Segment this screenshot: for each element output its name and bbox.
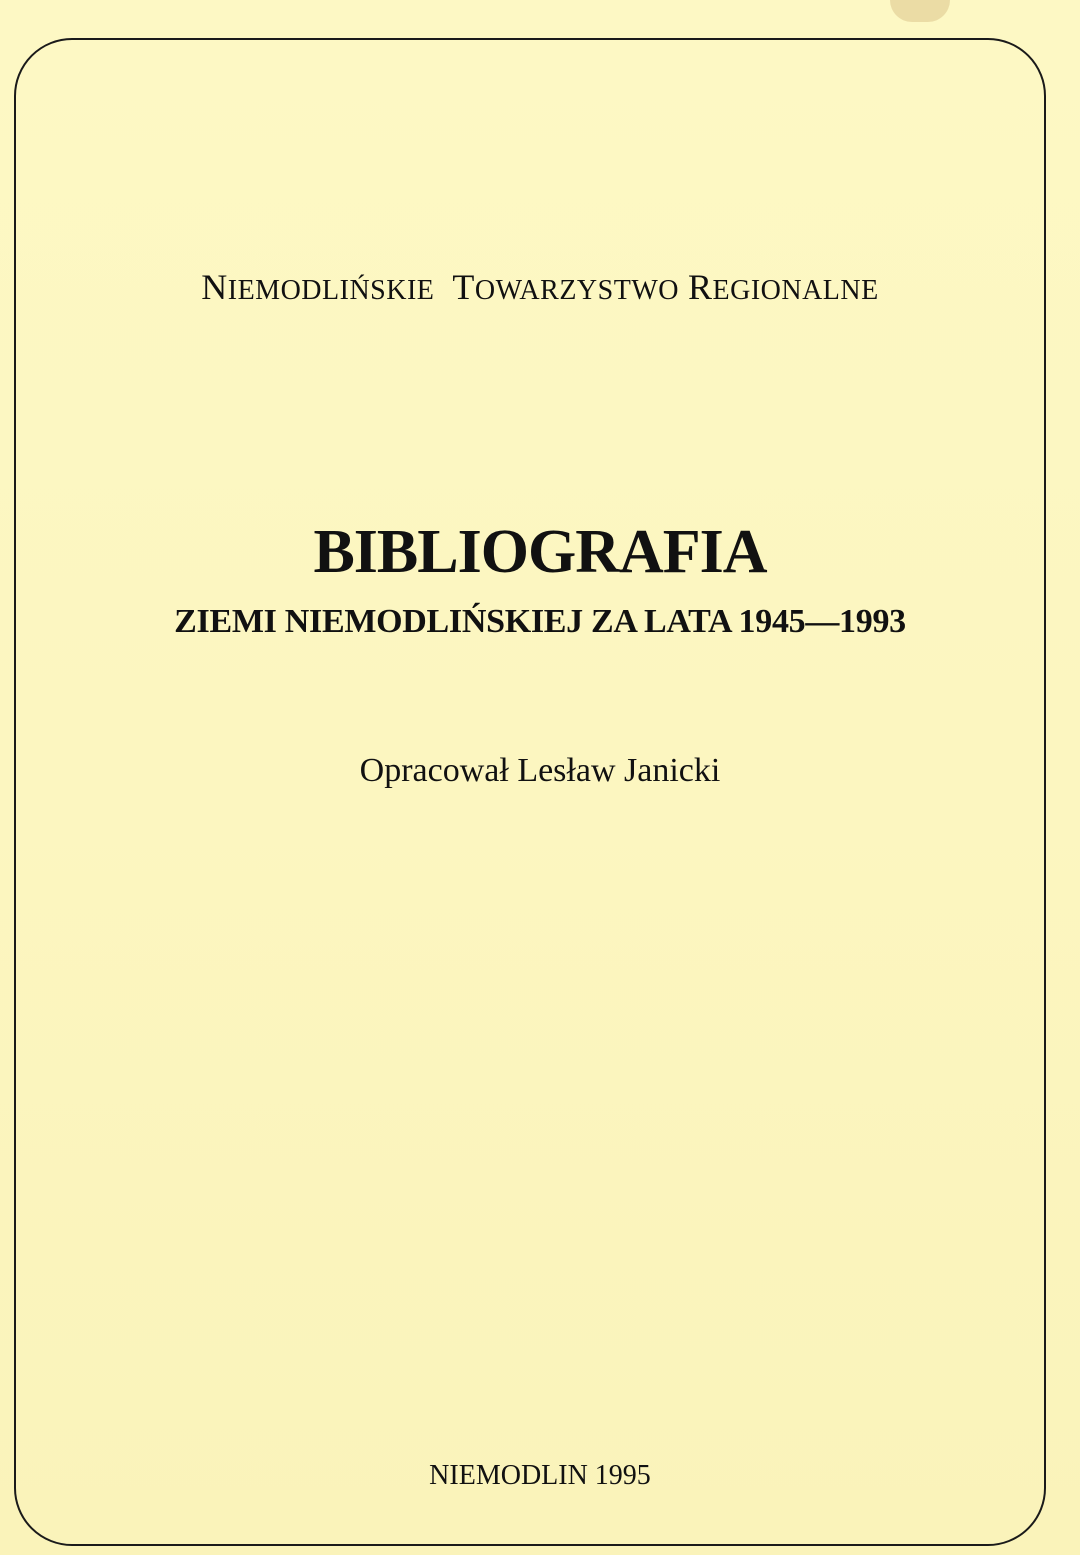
book-subtitle: ZIEMI NIEMODLIŃSKIEJ ZA LATA 1945—1993 (174, 603, 906, 640)
publisher-word: TOWARZYSTWO (452, 267, 679, 307)
cover-border-frame (14, 38, 1046, 1546)
book-author: Opracował Lesław Janicki (359, 752, 721, 789)
publication-place-year: NIEMODLIN 1995 (429, 1460, 651, 1491)
publisher-name (0, 266, 1080, 308)
book-title: BIBLIOGRAFIA (313, 518, 767, 586)
publisher-word: REGIONALNE (687, 267, 879, 307)
publisher-word: NIEMODLIŃSKIE (201, 267, 435, 307)
paper-stain (890, 0, 950, 22)
